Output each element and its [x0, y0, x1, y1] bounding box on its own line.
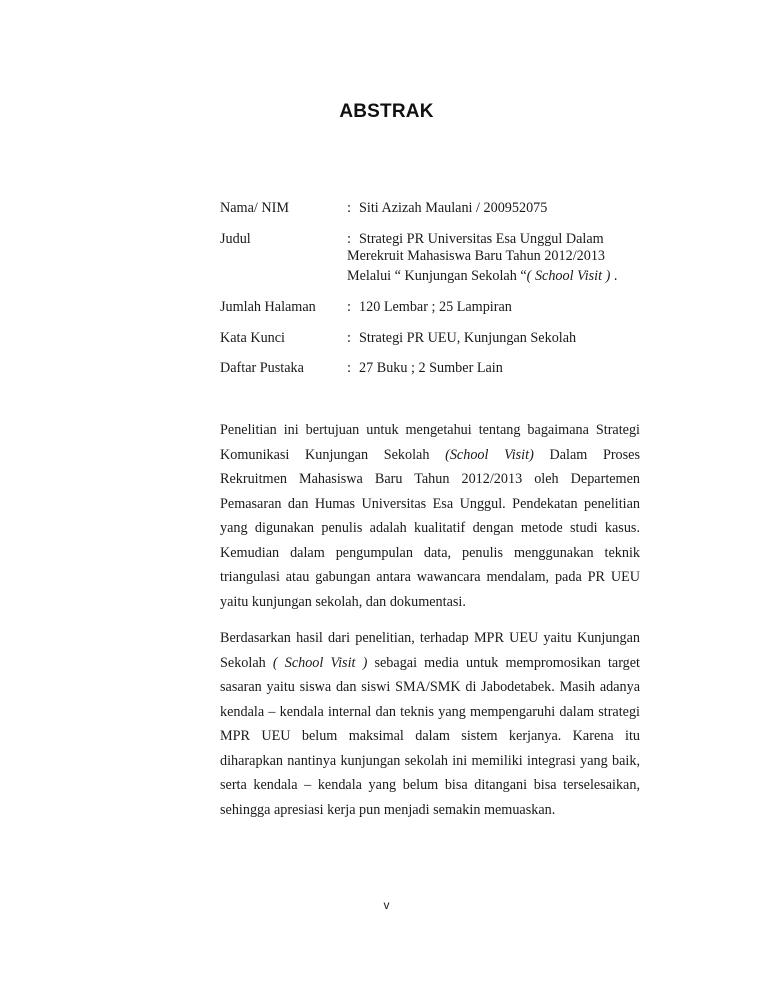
- paragraph-line: kendala – kendala internal dan teknis yang mempengaruhi dalam strategi: [220, 703, 640, 720]
- metadata-value-line: Melalui “ Kunjungan Sekolah “: [347, 268, 527, 284]
- paragraph-italic-text: (School Visit): [445, 446, 534, 463]
- paragraph-line: sasaran yaitu siswa dan siswi SMA/SMK di Jabodetabek. Masih adanya: [220, 679, 640, 695]
- metadata-value-line: Strategi PR UEU, Kunjungan Sekolah: [359, 330, 577, 346]
- page-title: ABSTRAK: [339, 101, 434, 122]
- paragraph-text: Komunikasi Kunjungan Sekolah: [220, 446, 446, 463]
- paragraph-line: sehingga apresiasi kerja pun menjadi semakin memuaskan.: [220, 801, 556, 818]
- metadata-label: Nama/ NIM: [220, 200, 289, 216]
- metadata-value: [347, 268, 647, 284]
- metadata-value: [359, 231, 659, 247]
- metadata-colon: :: [347, 299, 351, 315]
- paragraph-text: sebagai media untuk mempromosikan target: [374, 654, 640, 671]
- paragraph-line: Pemasaran dan Humas Universitas Esa Unggul. Pendekatan penelitian: [220, 495, 640, 512]
- paragraph-italic-text: ( School Visit ): [272, 654, 368, 671]
- metadata-label: Judul: [220, 231, 251, 247]
- paragraph-line: yang digunakan penulis adalah kualitatif dengan metode studi kasus.: [220, 520, 640, 536]
- paragraph-line: Kemudian dalam pengumpulan data, penulis menggunakan teknik: [220, 544, 640, 561]
- paragraph-text: Sekolah: [220, 654, 273, 671]
- metadata-value: [359, 360, 659, 376]
- metadata-label: Daftar Pustaka: [220, 360, 304, 376]
- metadata-colon: :: [347, 200, 351, 216]
- paragraph-line: diharapkan nantinya kunjungan sekolah ini memiliki integrasi yang baik,: [220, 752, 640, 769]
- metadata-value: [359, 330, 659, 346]
- paragraph-line: [220, 651, 640, 676]
- abstract-paragraph-2: [220, 626, 640, 822]
- metadata-value-line: 27 Buku ; 2 Sumber Lain: [359, 360, 503, 376]
- paragraph-line: Rekruitmen Mahasiswa Baru Tahun 2012/2013 oleh Departemen: [220, 471, 640, 487]
- metadata-colon: :: [347, 330, 351, 346]
- paragraph-line: Berdasarkan hasil dari penelitian, terhadap MPR UEU yaitu Kunjungan: [220, 630, 640, 646]
- metadata-colon: :: [347, 360, 351, 376]
- paragraph-line: triangulasi atau gabungan antara wawancara mendalam, pada PR UEU: [220, 569, 640, 585]
- paragraph-line: serta kendala – kendala yang belum bisa ditangani bisa terselesaikan,: [220, 777, 640, 793]
- metadata-value-line: Strategi PR Universitas Esa Unggul Dalam: [359, 231, 604, 247]
- page-number: v: [383, 898, 390, 912]
- metadata-value-line: 120 Lembar ; 25 Lampiran: [359, 299, 512, 315]
- paragraph-line: Penelitian ini bertujuan untuk mengetahui tentang bagaimana Strategi: [220, 422, 640, 438]
- metadata-value-line: Siti Azizah Maulani / 200952075: [359, 200, 548, 216]
- metadata-label: Kata Kunci: [220, 330, 286, 346]
- metadata-value-italic: ( School Visit ): [526, 268, 611, 284]
- metadata-value: [359, 299, 659, 315]
- metadata-value-line: .: [610, 268, 618, 284]
- metadata-value-line: Merekruit Mahasiswa Baru Tahun 2012/2013: [347, 248, 606, 264]
- paragraph-line: yaitu kunjungan sekolah, dan dokumentasi.: [220, 593, 466, 610]
- paragraph-line: MPR UEU belum maksimal dalam sistem kerjanya. Karena itu: [220, 728, 640, 744]
- metadata-label: Jumlah Halaman: [220, 299, 316, 315]
- abstract-paragraph-1: [220, 418, 640, 614]
- metadata-value: [347, 248, 647, 264]
- metadata-value: [359, 200, 659, 216]
- paragraph-line: [220, 443, 640, 468]
- metadata-colon: :: [347, 231, 351, 247]
- paragraph-text: Dalam Proses: [549, 446, 640, 463]
